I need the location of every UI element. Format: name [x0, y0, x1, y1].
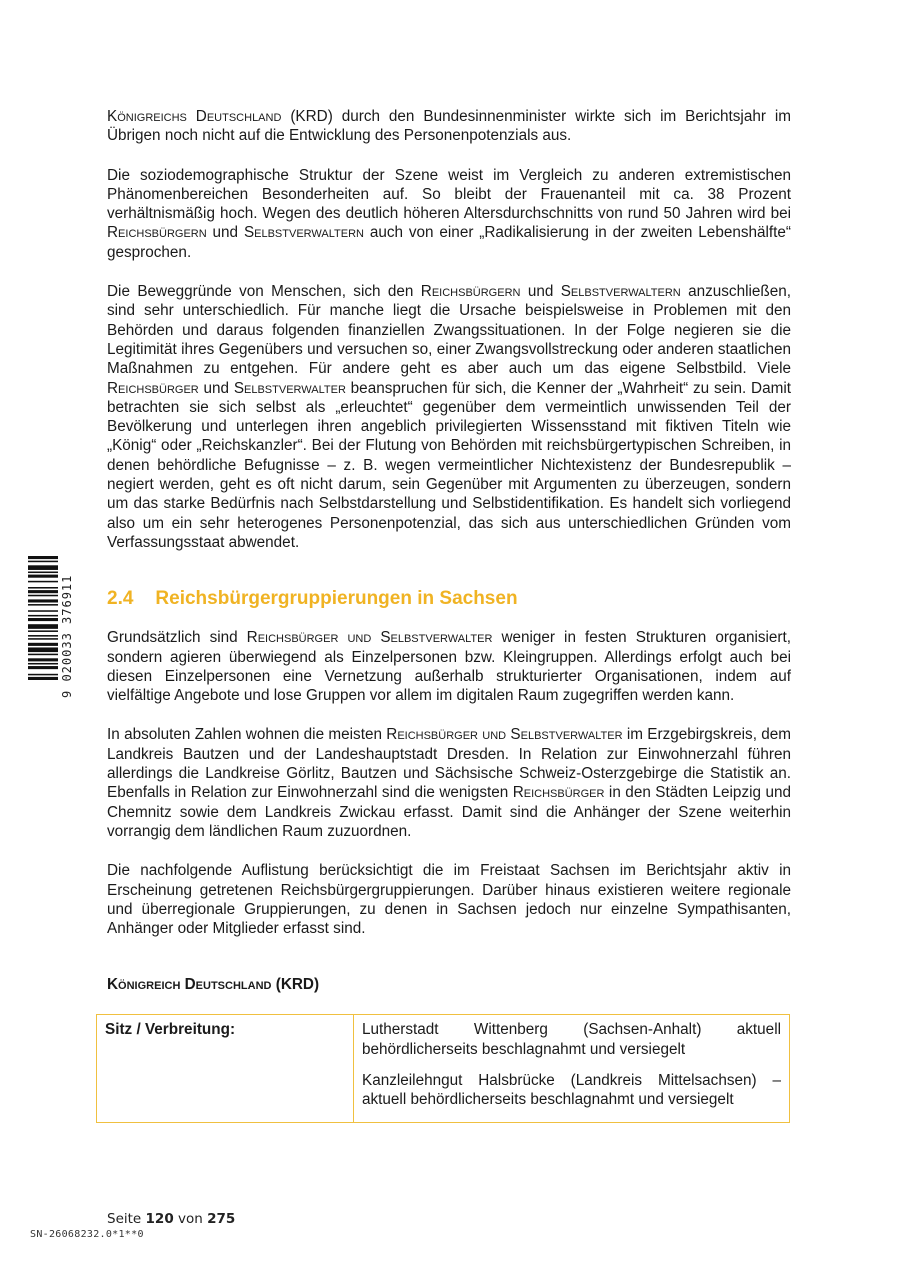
footer-middle: von [173, 1211, 208, 1227]
barcode-number: 9 020033 376911 [60, 574, 74, 698]
barcode-bar [28, 610, 58, 612]
text-run: Grundsätzlich sind [107, 629, 247, 647]
table-value: Kanzleilehngut Halsbrücke (Landkreis Mittelsachsen) – aktuell behördlicherseits beschlagnahmt und versiegelt [362, 1071, 781, 1109]
group-heading-abbr: (KRD) [271, 976, 320, 994]
table-value: Lutherstadt Wittenberg (Sachsen-Anhalt) aktuell behördlicherseits beschlagnahmt und versiegelt [362, 1021, 781, 1058]
barcode-bar [28, 630, 58, 632]
barcode-bar [28, 654, 58, 656]
group-heading-name: Königreich Deutschland [107, 976, 272, 994]
section-heading [107, 588, 791, 610]
text-run: beanspruchen für sich, die Kenner der „Wahrheit“ zu sein. Damit betrachten sie sich selbst als „erleuchtet“ gegenüber dem vermeintlich unwissenden Teil der Bevölkerung und unterlegen ihren angeblich privilegierten Wissensstand mit fiktiven Titeln wie „König“ oder „Reichskanzler“. Bei der Flutung von Behörden mit reichsbürgertypischen Schreiben, in denen behördliche Befugnisse – z. B. wegen vermeintlicher Nichtexistenz der Bundesrepublik – negiert werden, geht es oft nicht darum, sein Gegenüber mit Argumenten zu überzeugen, sondern um das starke Bedürfnis nach Selbstdarstellung und Selbstidentifikation. Es handelt sich vorliegend also um ein sehr heterogenes Personenpotenzial, das sich aus unterschiedlichen Gründen vom Verfassungsstaat abwendet. [107, 379, 791, 551]
intro-paragraphs [107, 107, 791, 552]
info-table [96, 1014, 790, 1122]
term-smallcaps: Selbstverwaltern [243, 224, 364, 242]
paragraph [107, 861, 791, 938]
term-smallcaps: Reichsbürgern [107, 224, 207, 242]
barcode-bar [28, 581, 58, 583]
footer-prefix: Seite [107, 1211, 146, 1227]
table-row [97, 1015, 790, 1122]
barcode-bar [28, 599, 58, 602]
term-smallcaps: Reichsbürger und Selbstverwalter [246, 629, 493, 647]
table-label-cell: Sitz / Verbreitung: [97, 1015, 354, 1122]
barcode-bar [28, 624, 58, 629]
barcode-bar [28, 663, 58, 665]
barcode-bar [28, 590, 58, 593]
text-run: im Erzgebirgskreis, dem Landkreis Bautzen und der Landeshauptstadt Dresden. In Relation zur Einwohnerzahl führen allerdings die Landkreise Görlitz, Bautzen und Sächsische Schweiz-Osterzgebirge die Statistik an. Ebenfalls in Relation zur Einwohnerzahl sind die wenigsten [107, 726, 792, 802]
document-id: SN-26068232.0*1**0 [30, 1229, 144, 1240]
table-value-cell [354, 1015, 790, 1122]
section-number: 2.4 [107, 588, 134, 610]
text-run: Die nachfolgende Auflistung berücksichtigt die im Freistaat Sachsen im Berichtsjahr aktiv in Erscheinung getretenen Reichsbürgergruppierungen. Darüber hinaus existieren weitere regionale und überregionale Gruppierungen, zu denen in Sachsen jedoch nur einzelne Sympathisanten, Anhänger oder Mitglieder erfasst sind. [107, 862, 791, 938]
text-run: In absoluten Zahlen wohnen die meisten [107, 726, 387, 744]
section-title: Reichsbürgergruppierungen in Sachsen [155, 588, 518, 610]
barcode-bar [28, 556, 58, 559]
page-footer [107, 1211, 235, 1227]
term-smallcaps: Reichsbürger [107, 379, 199, 397]
paragraph [107, 725, 791, 841]
paragraph [107, 628, 791, 705]
group-heading [107, 976, 791, 994]
barcode-bar [28, 604, 58, 606]
text-run: anzuschließen, sind sehr unterschiedlich. Für manche liegt die Ursache beispielsweise in Problemen mit den Behörden und daraus folgenden finanziellen Zwangssituationen. In der Folge negieren sie die Legitimität ihres Gegenübers und versuchen so, einer Zwangsvollstreckung oder anderen staatlichen Maßnahmen zu entgehen. Für andere geht es aber auch um das eigene Selbstbild. Viele [107, 283, 792, 378]
page-content [107, 107, 791, 1123]
barcode-bar [28, 666, 58, 669]
footer-page-number: 120 [145, 1211, 174, 1227]
paragraph [107, 282, 791, 552]
term-smallcaps: Selbstverwaltern [560, 283, 681, 301]
term-smallcaps: Reichsbürger [512, 784, 605, 802]
barcode-bar [28, 561, 58, 563]
text-run: in den Städten Leipzig und Chemnitz sowie dem Landkreis Zwickau erfasst. Damit sind die Anhänger der Szene weiterhin vorrangig dem ländlichen Raum zuzuordnen. [107, 784, 791, 840]
barcode-bar [28, 635, 58, 637]
text-run: Die Beweggründe von Menschen, sich den [107, 283, 421, 301]
barcode-bar [28, 638, 58, 640]
barcode-bar [28, 615, 58, 617]
text-run: (KRD) durch den Bundesinnenminister wirkte sich im Berichtsjahr im Übrigen noch nicht auf die Entwicklung des Personenpotenzials aus. [107, 108, 791, 145]
term-smallcaps: Reichsbürger und Selbstverwalter [386, 726, 623, 744]
barcode-bar [28, 677, 58, 680]
paragraph [107, 166, 791, 262]
barcode-bar [28, 575, 58, 578]
text-run: weniger in festen Strukturen organisiert, sondern agieren überwiegend als Einzelpersonen bzw. Kleingruppen. Allerdings erfolgt auch bei diesen Einzelpersonen eine Vernetzung außerhalb strukturierter Organisationen, indem auf vielfältige Angebote und lose Gruppen vor allem im digitalen Raum zugegriffen werden kann. [107, 629, 791, 705]
barcode-bar [28, 572, 58, 574]
paragraph [107, 107, 791, 146]
barcode-bar [28, 647, 58, 652]
text-run: und [520, 283, 561, 301]
section-paragraphs [107, 628, 791, 938]
text-run: und [206, 224, 244, 242]
text-run: Die soziodemographische Struktur der Szene weist im Vergleich zu anderen extremistischen Phänomenbereichen Besonderheiten auf. So bleibt der Frauenanteil mit ca. 38 Prozent verhältnismäßig hoch. Wegen des deutlich höheren Altersdurchschnitts von rund 50 Jahren wird bei [107, 166, 791, 223]
barcode-bar [28, 618, 58, 621]
term-smallcaps: Königreichs Deutschland [107, 108, 282, 125]
barcode-bar [28, 674, 58, 676]
barcode-bar [28, 643, 58, 646]
text-run: auch von einer „Radikalisierung in der zweiten Lebenshälfte“ gesprochen. [107, 224, 792, 261]
barcode-bar [28, 658, 58, 661]
text-run: und [198, 379, 234, 397]
barcode-bar [28, 595, 58, 597]
term-smallcaps: Selbstverwalter [233, 379, 346, 397]
barcode-bar [28, 587, 58, 589]
term-smallcaps: Reichsbürgern [420, 283, 521, 301]
footer-total-pages: 275 [207, 1211, 236, 1227]
barcode-bar [28, 565, 58, 570]
